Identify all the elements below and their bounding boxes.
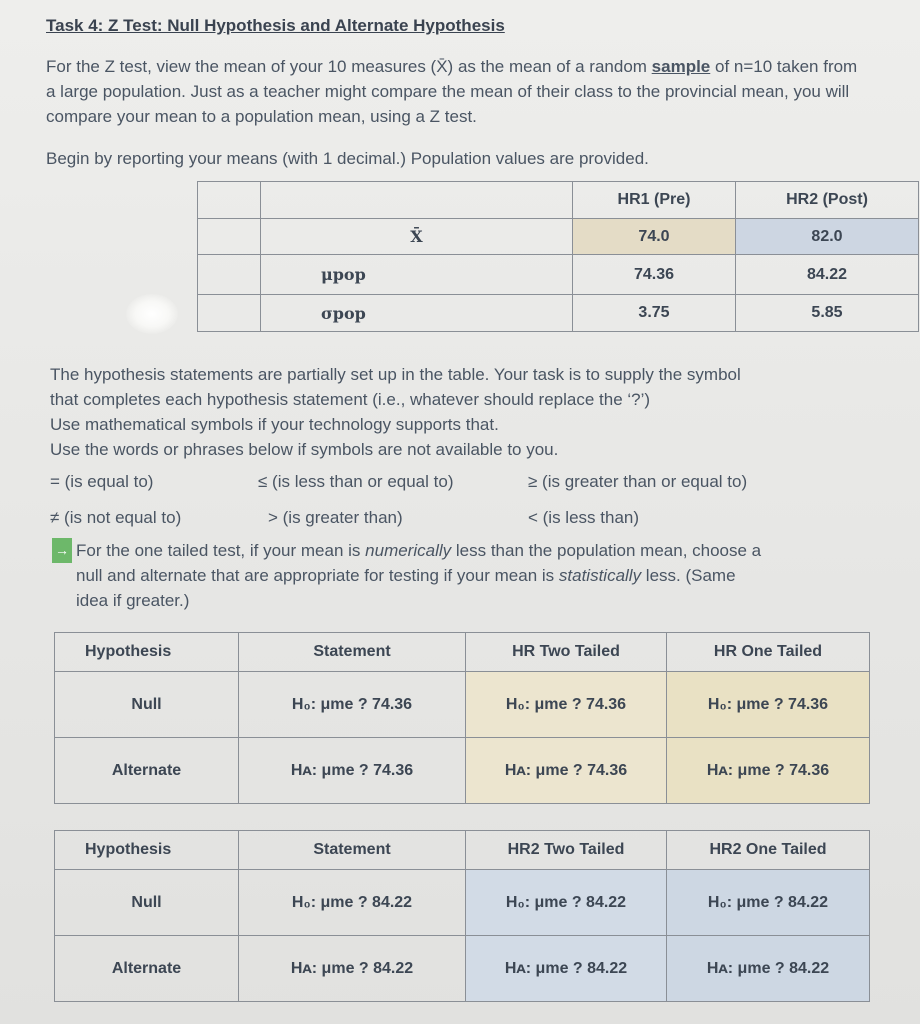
hr2-col-one-tailed: HR2 One Tailed <box>667 831 870 870</box>
means-table <box>197 181 919 332</box>
instruction-text: Begin by reporting your means (with 1 decimal.) Population values are provided. <box>46 149 649 168</box>
hr1-col-statement: Statement <box>239 633 466 672</box>
arrow-right-icon: → <box>52 538 72 563</box>
hr1-null-two-tailed[interactable]: H₀: μme ? 74.36 <box>466 672 667 738</box>
hr2-sigma-pop-value: 5.85 <box>736 295 919 332</box>
hr1-null-one-tailed[interactable]: H₀: μme ? 74.36 <box>667 672 870 738</box>
hypothesis-intro <box>50 362 870 462</box>
hyp-intro-line-2: that completes each hypothesis statement (i.e., whatever should replace the ‘?’) <box>50 390 651 409</box>
hr2-alternate-two-tailed[interactable]: Hᴀ: μme ? 84.22 <box>466 936 667 1002</box>
hr1-col-two-tailed: HR Two Tailed <box>466 633 667 672</box>
means-header-hr1: HR1 (Pre) <box>573 182 736 219</box>
hr2-alternate-label: Alternate <box>55 936 239 1002</box>
hr2-col-statement: Statement <box>239 831 466 870</box>
hr2-col-hypothesis: Hypothesis <box>55 831 239 870</box>
hr1-mu-pop-value: 74.36 <box>573 255 736 295</box>
means-corner <box>198 182 261 219</box>
symbol-equal: = (is equal to) <box>50 472 154 491</box>
hr2-alternate-statement: Hᴀ: μme ? 84.22 <box>239 936 466 1002</box>
hr1-null-statement: H₀: μme ? 74.36 <box>239 672 466 738</box>
hr2-alternate-one-tailed[interactable]: Hᴀ: μme ? 84.22 <box>667 936 870 1002</box>
hr2-hypothesis-table <box>54 830 870 1002</box>
row-label-sigma-pop: σpop <box>261 295 573 332</box>
intro-emphasis: sample <box>651 57 711 76</box>
intro-paragraph <box>46 54 866 129</box>
symbol-less-equal: ≤ (is less than or equal to) <box>258 472 454 491</box>
row-label-xbar: X̄ <box>261 219 573 255</box>
hr1-null-label: Null <box>55 672 239 738</box>
one-tailed-note: → For the one tailed test, if your mean is numerically less than the population mean, choose a null and alternate that are appropriate for testing if your mean is statistically less. (Same idea if greater.) <box>52 538 842 613</box>
hr1-alternate-label: Alternate <box>55 738 239 804</box>
screen-glare <box>126 294 178 334</box>
hr1-xbar-value[interactable]: 74.0 <box>573 219 736 255</box>
hr2-xbar-value[interactable]: 82.0 <box>736 219 919 255</box>
hr1-sigma-pop-value: 3.75 <box>573 295 736 332</box>
symbol-less: < (is less than) <box>528 508 640 527</box>
symbol-greater-equal: ≥ (is greater than or equal to) <box>528 472 748 491</box>
hyp-intro-line-4: Use the words or phrases below if symbols are not available to you. <box>50 440 559 459</box>
hr2-null-statement: H₀: μme ? 84.22 <box>239 870 466 936</box>
hr2-null-two-tailed[interactable]: H₀: μme ? 84.22 <box>466 870 667 936</box>
means-label-header <box>261 182 573 219</box>
hr1-col-hypothesis: Hypothesis <box>55 633 239 672</box>
intro-text-a: For the Z test, view the mean of your 10 measures (X̄) as the mean of a random <box>46 57 652 76</box>
hr1-alternate-one-tailed[interactable]: Hᴀ: μme ? 74.36 <box>667 738 870 804</box>
hr1-alternate-two-tailed[interactable]: Hᴀ: μme ? 74.36 <box>466 738 667 804</box>
intro-text-b: of n=10 taken from a large population. Just as a teacher might compare the mean of their class to the provincial mean, you will compare your mean to a population mean, using a Z test. <box>46 57 858 126</box>
hr1-hypothesis-table <box>54 632 870 804</box>
hr2-mu-pop-value: 84.22 <box>736 255 919 295</box>
row-label-mu-pop: μpop <box>261 255 573 295</box>
hr1-alternate-statement: Hᴀ: μme ? 74.36 <box>239 738 466 804</box>
hyp-intro-line-3: Use mathematical symbols if your technology supports that. <box>50 415 499 434</box>
page-title: Task 4: Z Test: Null Hypothesis and Alternate Hypothesis <box>46 16 505 35</box>
hr1-col-one-tailed: HR One Tailed <box>667 633 870 672</box>
symbol-greater: > (is greater than) <box>268 508 403 527</box>
hr2-null-label: Null <box>55 870 239 936</box>
means-header-hr2: HR2 (Post) <box>736 182 919 219</box>
hyp-intro-line-1: The hypothesis statements are partially set up in the table. Your task is to supply the symbol <box>50 365 741 384</box>
symbol-not-equal: ≠ (is not equal to) <box>50 508 182 527</box>
hr2-col-two-tailed: HR2 Two Tailed <box>466 831 667 870</box>
hr2-null-one-tailed[interactable]: H₀: μme ? 84.22 <box>667 870 870 936</box>
